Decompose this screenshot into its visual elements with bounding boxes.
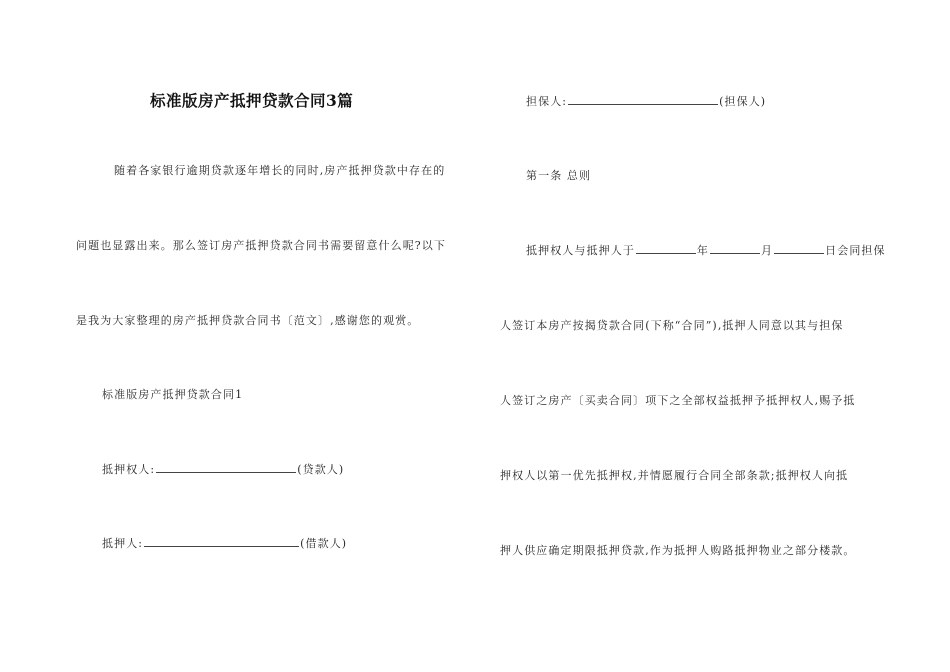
month-blank xyxy=(710,242,760,254)
day-blank xyxy=(774,242,824,254)
intro-line-3: 是我为大家整理的房产抵押贷款合同书〔范文〕,感谢您的观赏。 xyxy=(76,314,420,327)
article-1-line-5: 押人供应确定期限抵押贷款,作为抵押人购路抵押物业之部分楼款。 xyxy=(500,544,856,557)
year-label: 年 xyxy=(696,244,710,257)
mortgagor-line xyxy=(102,535,347,551)
mortgagor-blank xyxy=(144,535,299,547)
month-label: 月 xyxy=(761,244,774,257)
article-1-text-a: 抵押权人与抵押人于 xyxy=(526,244,635,257)
guarantor-blank xyxy=(568,93,718,105)
mortgagor-label: 抵押人: xyxy=(102,537,144,550)
mortgagee-role: (贷款人) xyxy=(297,463,345,476)
article-1-line-3: 人签订之房产〔买卖合同〕项下之全部权益抵押予抵押权人,赐予抵 xyxy=(500,394,856,407)
left-column xyxy=(76,0,476,672)
article-1-line-1 xyxy=(526,242,886,258)
guarantor-label: 担保人: xyxy=(526,95,568,108)
article-1-line-4: 押权人以第一优先抵押权,并情愿履行合同全部条款;抵押权人向抵 xyxy=(500,469,849,482)
document-title: 标准版房产抵押贷款合同3篇 xyxy=(150,91,354,110)
day-label: 日会同担保 xyxy=(825,244,886,257)
mortgagor-role: (借款人) xyxy=(300,537,348,550)
mortgagee-line xyxy=(102,461,344,477)
article-1-title: 第一条 总则 xyxy=(526,169,592,182)
contract-heading: 标准版房产抵押贷款合同1 xyxy=(102,388,244,401)
guarantor-line xyxy=(526,93,766,109)
intro-line-1: 随着各家银行逾期贷款逐年增长的同时,房产抵押贷款中存在的 xyxy=(114,164,446,177)
guarantor-role: (担保人) xyxy=(719,95,767,108)
right-column xyxy=(500,0,900,672)
year-blank xyxy=(636,242,696,254)
mortgagee-blank xyxy=(156,461,296,473)
mortgagee-label: 抵押权人: xyxy=(102,463,156,476)
intro-line-2: 问题也显露出来。那么签订房产抵押贷款合同书需要留意什么呢?以下 xyxy=(76,239,446,252)
article-1-line-2: 人签订本房产按揭贷款合同(下称“合同”),抵押人同意以其与担保 xyxy=(500,319,844,332)
